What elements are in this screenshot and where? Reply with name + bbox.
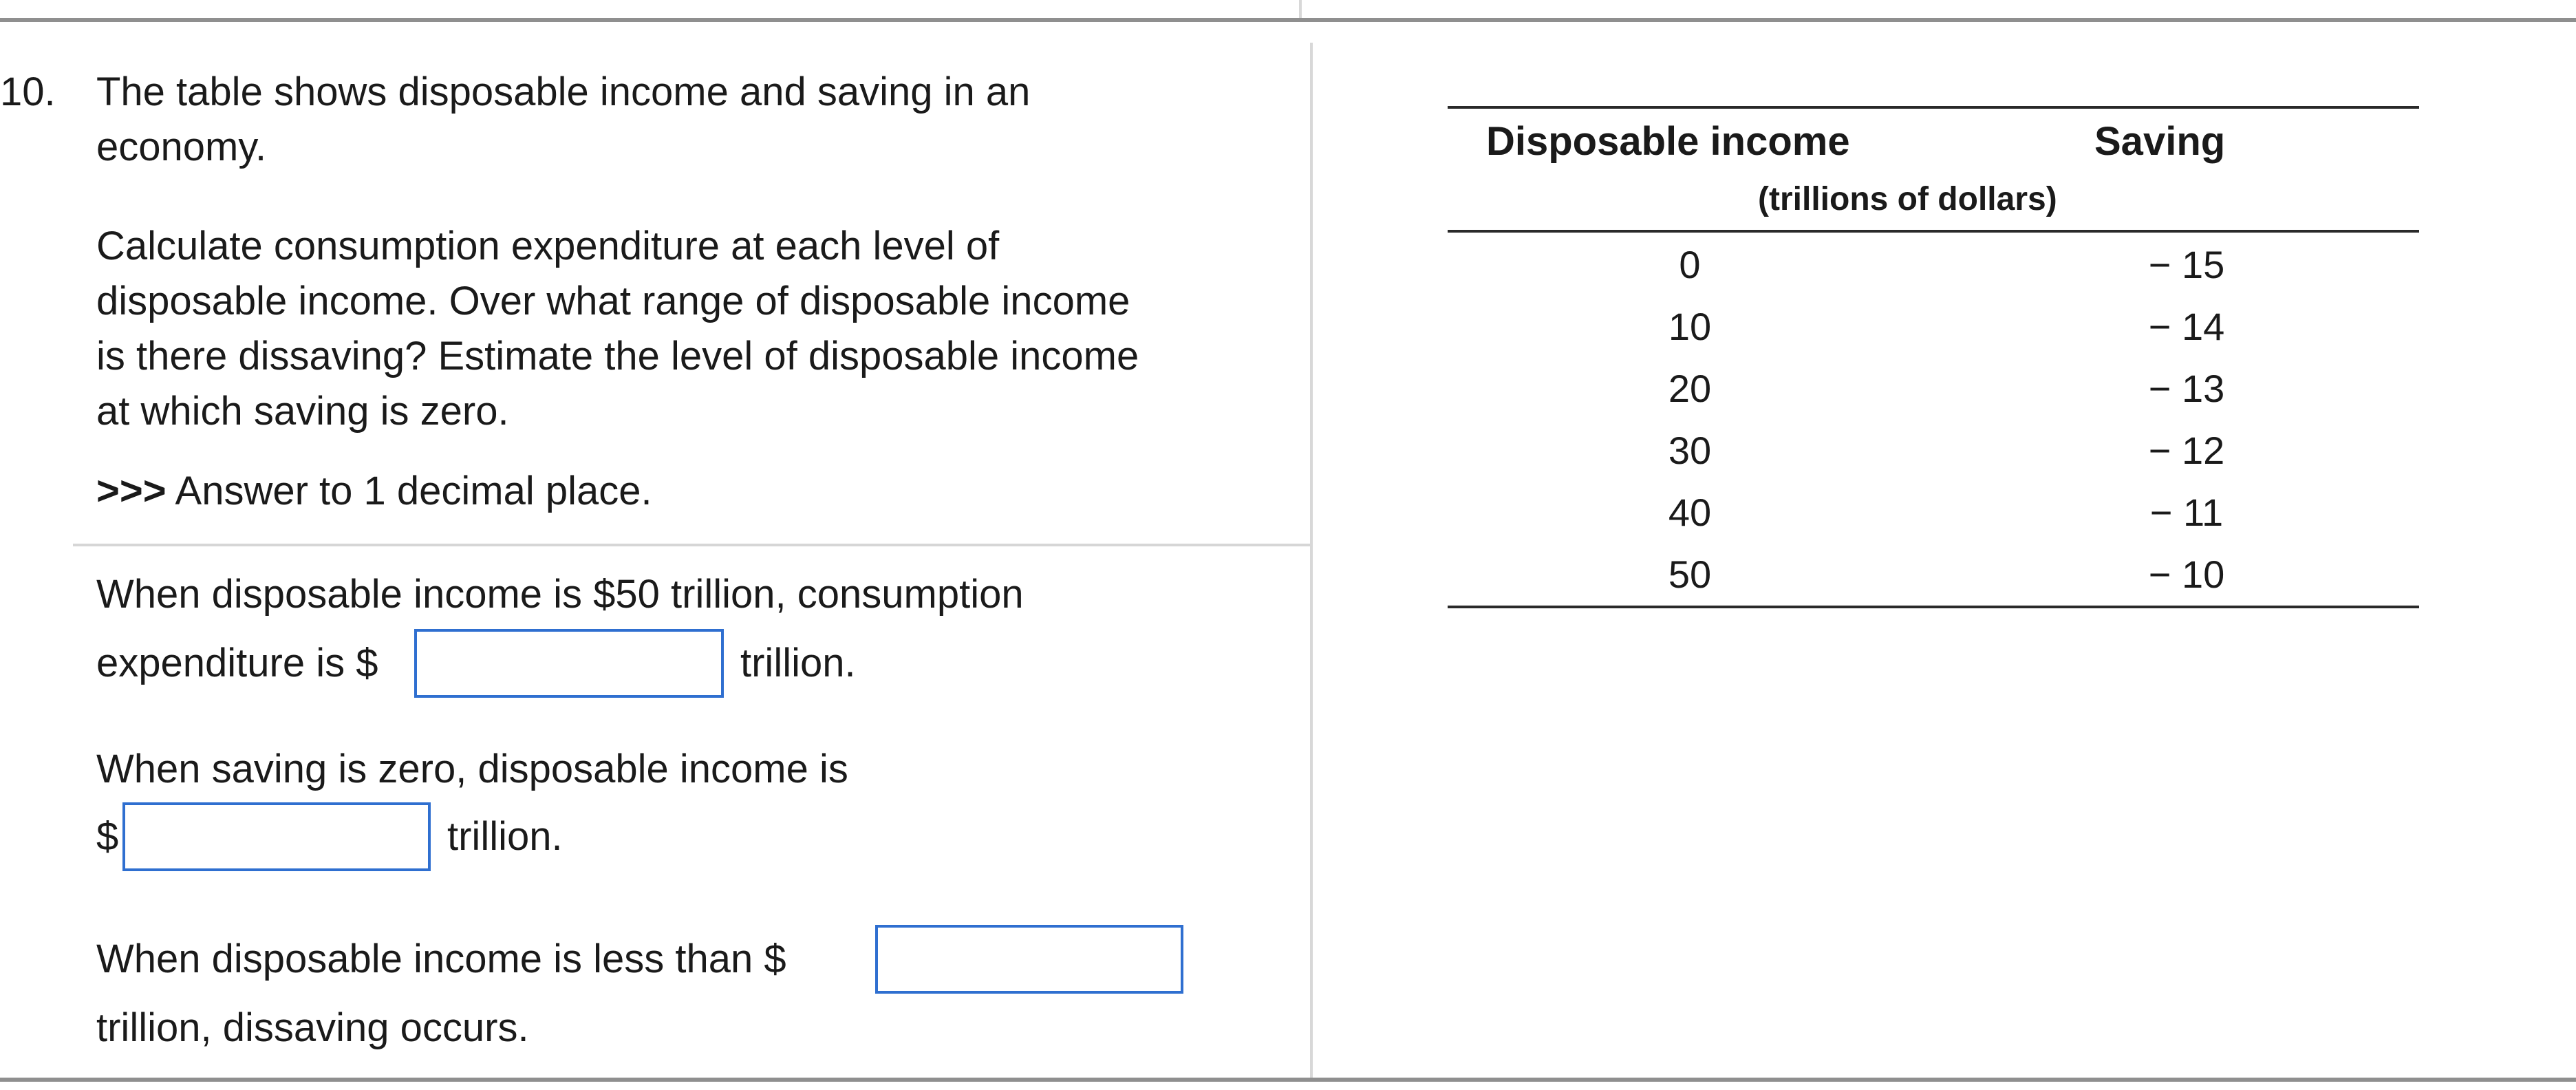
table-top-rule — [1448, 106, 2419, 109]
answer3-line-2: trillion, dissaving occurs. — [96, 1005, 529, 1050]
consumption-expenditure-input[interactable] — [414, 629, 724, 698]
instruction-text: Answer to 1 decimal place. — [166, 469, 652, 513]
answer1-line-1: When disposable income is $50 trillion, consumption — [96, 572, 1024, 617]
table-cell-saving: − 14 — [2148, 305, 2225, 348]
question-intro-line-1: The table shows disposable income and saving in an — [96, 70, 1031, 114]
dissaving-income-input[interactable] — [875, 925, 1183, 994]
question-answer-separator — [73, 544, 1310, 546]
table-cell-income: 10 — [1668, 305, 1712, 348]
table-cell-saving: − 13 — [2148, 367, 2225, 410]
table-cell-income: 40 — [1668, 491, 1712, 534]
question-task-line-2: disposable income. Over what range of disposable income — [96, 279, 1130, 323]
answer2-suffix: trillion. — [447, 814, 563, 859]
question-task-line-3: is there dissaving? Estimate the level of disposable income — [96, 334, 1139, 378]
table-cell-income: 20 — [1668, 367, 1712, 410]
table-header-rule — [1448, 230, 2419, 233]
top-border — [0, 18, 2576, 22]
table-cell-saving: − 15 — [2148, 243, 2225, 286]
question-number: 10. — [0, 70, 56, 114]
question-intro-line-2: economy. — [96, 125, 267, 169]
col-header-saving: Saving — [2094, 119, 2226, 164]
instruction — [96, 464, 652, 519]
table-cell-income: 50 — [1668, 553, 1712, 596]
col-header-disposable-income: Disposable income — [1486, 119, 1850, 164]
table-cell-income: 30 — [1668, 429, 1712, 472]
zero-saving-income-input[interactable] — [122, 802, 431, 871]
table-bottom-rule — [1448, 606, 2419, 608]
table-cell-saving: − 11 — [2149, 491, 2224, 534]
column-divider — [1310, 43, 1313, 1080]
table-cell-saving: − 12 — [2148, 429, 2225, 472]
answer1-prefix: expenditure is $ — [96, 641, 378, 685]
table-units: (trillions of dollars) — [1758, 181, 2057, 217]
answer3-prefix: When disposable income is less than $ — [96, 937, 786, 981]
instruction-marker: >>> — [96, 469, 167, 513]
bottom-border — [0, 1078, 2576, 1082]
question-task-line-4: at which saving is zero. — [96, 389, 509, 434]
answer1-suffix: trillion. — [740, 641, 856, 685]
top-divider-stub — [1299, 0, 1302, 18]
table-cell-income: 0 — [1679, 243, 1701, 286]
answer2-prefix: $ — [96, 814, 119, 859]
answer2-line-1: When saving is zero, disposable income is — [96, 747, 848, 791]
question-task-line-1: Calculate consumption expenditure at each level of — [96, 224, 1000, 268]
table-cell-saving: − 10 — [2148, 553, 2225, 596]
